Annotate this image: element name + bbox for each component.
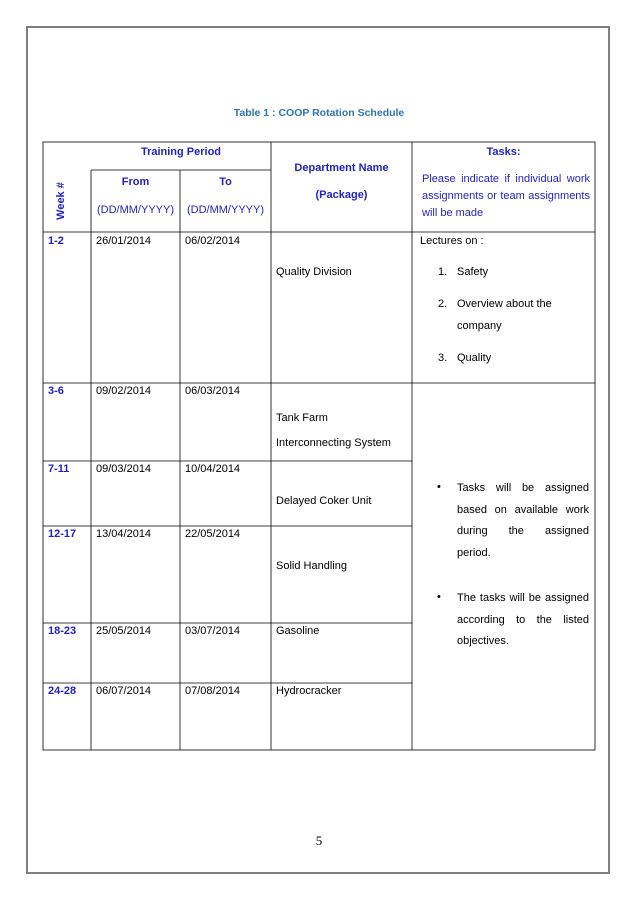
to-cell: 22/05/2014 (185, 528, 241, 540)
task-item: company (457, 320, 502, 332)
package-header: (Package) (315, 189, 368, 201)
from-cell: 13/04/2014 (96, 528, 152, 540)
week-cell: 18-23 (48, 625, 77, 637)
week-cell: 3-6 (48, 385, 64, 397)
tasks-intro: Lectures on : (420, 235, 484, 247)
table-caption: Table 1 : COOP Rotation Schedule (233, 107, 405, 119)
to-cell: 07/08/2014 (185, 685, 241, 697)
bullet-icon: • (437, 481, 441, 493)
department-header: Department Name (294, 162, 389, 174)
department-cell: Solid Handling (276, 560, 347, 572)
task-bullet-text: The tasks will be assigned according to the listed objectives. (457, 592, 589, 647)
training-period-header: Training Period (140, 146, 222, 158)
department-cell: Interconnecting System (276, 437, 391, 449)
from-cell: 26/01/2014 (96, 235, 152, 247)
task-item: Safety (457, 266, 489, 278)
tasks-note: Please indicate if individual work assignments or team assignments will be made (422, 173, 590, 219)
department-cell: Gasoline (276, 625, 320, 637)
week-header: Week # (55, 182, 67, 220)
task-number: 3. (438, 352, 448, 364)
week-cell: 7-11 (48, 463, 70, 475)
department-cell: Quality Division (276, 266, 352, 278)
from-header: From (121, 176, 150, 188)
from-cell: 25/05/2014 (96, 625, 152, 637)
to-cell: 06/02/2014 (185, 235, 241, 247)
week-cell: 24-28 (48, 685, 77, 697)
bullet-icon: • (437, 591, 441, 603)
from-cell: 09/02/2014 (96, 385, 152, 397)
week-cell: 12-17 (48, 528, 77, 540)
week-cell: 1-2 (48, 235, 64, 247)
task-item: Quality (457, 352, 492, 364)
task-number: 1. (438, 266, 448, 278)
department-cell: Hydrocracker (276, 685, 342, 697)
from-cell: 06/07/2014 (96, 685, 152, 697)
department-cell: Tank Farm (276, 412, 328, 424)
task-number: 2. (438, 298, 448, 310)
to-cell: 10/04/2014 (185, 463, 241, 475)
task-bullet-text: Tasks will be assigned based on available work during the assigned period. (457, 482, 589, 559)
to-format: (DD/MM/YYYY) (187, 204, 264, 216)
to-cell: 03/07/2014 (185, 625, 241, 637)
department-cell: Delayed Coker Unit (276, 495, 372, 507)
from-format: (DD/MM/YYYY) (97, 204, 174, 216)
from-cell: 09/03/2014 (96, 463, 152, 475)
to-header: To (219, 176, 232, 188)
to-cell: 06/03/2014 (185, 385, 241, 397)
page-number: 5 (315, 833, 323, 848)
tasks-header: Tasks: (486, 146, 521, 158)
task-item: Overview about the (457, 298, 552, 310)
